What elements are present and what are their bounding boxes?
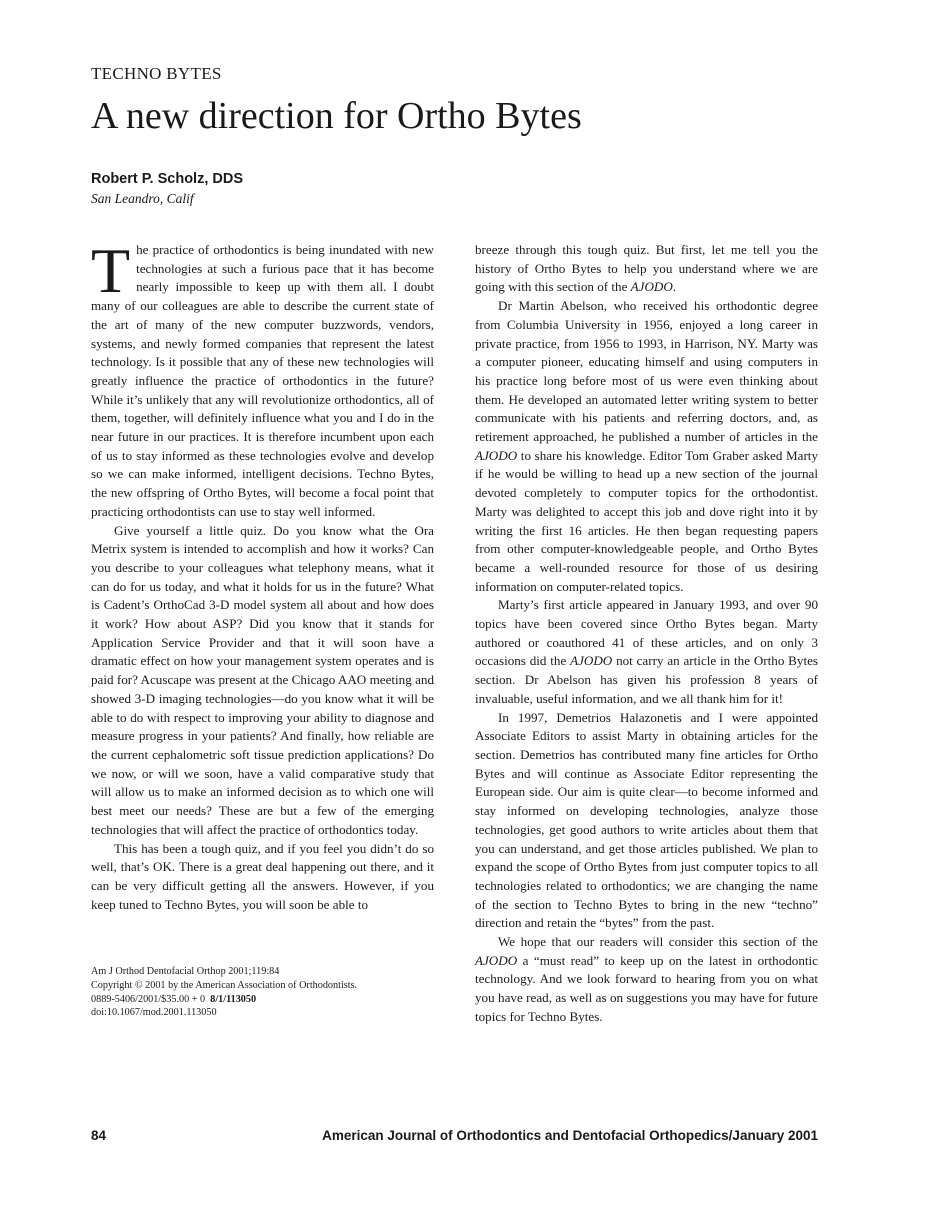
paragraph bbox=[91, 235, 434, 522]
paragraph bbox=[475, 241, 818, 297]
paragraph: Give yourself a little quiz. Do you know what the Ora Metrix system is intended to accomplish and how it works? Can you describe to your colleagues what telephony means, what it can do for us today, and what it holds for us in the future? What is Cadent’s OrthoCad 3-D model system all about and how does it work? How about ASP? Did you know that it stands for Application Service Provider and that it will soon have a dramatic effect on how your management system operates and is paid for? Acuscape was present at the Chicago AAO meeting and showed 3-D imaging technologies—do you know what it will be able to do with respect to improving your ability to diagnose and measure progress in your patients? And finally, how reliable are the current cephalometric soft tissue prediction applications? Do we now, or will we soon, have a valid comparative study that will allow us to make an informed decision as to which one will best meet our needs? These are but a few of the emerging technologies that will affect the practice of orthodontics today. bbox=[91, 522, 434, 837]
paragraph: In 1997, Demetrios Halazonetis and I were appointed Associate Editors to assist Marty in obtaining articles for the section. Demetrios has contributed many fine articles for Ortho Bytes and will continue as Associate Editor representing the European side. Our aim is quite clear—to become informed and stay informed on developing technologies, analyze those technologies, get good authors to write articles about them that you can understand, and get those articles published. We plan to expand the scope of Ortho Bytes from just computer topics to all technologies related to orthodontics; we are changing the name of the section to Techno Bytes to bring in the new “techno” direction and retain the “bytes” from the past. bbox=[475, 709, 818, 931]
journal-abbrev: AJODO bbox=[570, 653, 613, 669]
left-column bbox=[91, 235, 434, 914]
page-number: 84 bbox=[91, 1128, 107, 1143]
journal-abbrev: AJODO bbox=[475, 952, 518, 968]
citation-line: Am J Orthod Dentofacial Orthop 2001;119:84 bbox=[91, 966, 280, 977]
paragraph-text: Marty’s first article appeared in January 1993, and over 90 topics have been covered since Ortho Bytes began. Marty authored or coauthored 41 of these articles, and on only 3 occasions did the bbox=[475, 597, 818, 669]
issn-line bbox=[91, 993, 434, 1007]
paragraph-text: not carry an article in the Ortho Bytes section. Dr Abelson has given his profession 8 years of invaluable, useful information, and we all thank him for it! bbox=[475, 653, 819, 706]
doi-line: doi:10.1067/mod.2001.113050 bbox=[91, 1007, 217, 1019]
paragraph bbox=[475, 596, 818, 708]
paragraph-text: . bbox=[672, 279, 677, 295]
article-title: A new direction for Ortho Bytes bbox=[91, 95, 582, 137]
paragraph: This has been a tough quiz, and if you feel you didn’t do so well, that’s OK. There is a great deal happening out there, and it can be very difficult getting all the answers. However, if you keep tuned to Techno Bytes, you will soon be able to bbox=[91, 840, 434, 912]
section-label: TECHNO BYTES bbox=[91, 64, 222, 83]
issn-code: 8/1/113050 bbox=[210, 993, 257, 1005]
issn-text: 0889-5406/2001/$35.00 + 0 bbox=[91, 993, 211, 1005]
journal-abbrev: AJODO bbox=[630, 279, 673, 295]
paragraph-text: breeze through this tough quiz. But first, let me tell you the history of Ortho Bytes to help you understand where we are going with this section of the bbox=[475, 242, 818, 295]
copyright-line: Copyright © 2001 by the American Association of Orthodontists. bbox=[91, 979, 358, 991]
author-affiliation: San Leandro, Calif bbox=[91, 191, 194, 206]
paragraph-text: he practice of orthodontics is being inundated with new technologies at such a furious pace that it has become nearly impossible to keep up with them all. I doubt many of our colleagues are able to describe the current state of the art of many of the new computer buzzwords, vendors, systems, and newly formed companies that represent the latest technology. Is it possible that any of these new technologies will greatly influence the practice of orthodontics in the future? While it’s unlikely that any will revolutionize orthodontics, all of them, together, will definitely influence what you and I do in the near future in our practices. It is therefore incumbent upon each of us to stay informed as these technologies evolve and develop so we can make informed, intelligent decisions. Techno Bytes, the new offspring of Ortho Bytes, will become a focal point that practicing orthodontists can use to stay well informed. bbox=[91, 242, 434, 519]
journal-footer: American Journal of Orthodontics and Dentofacial Orthopedics/January 2001 bbox=[322, 1128, 818, 1143]
paragraph-text: to share his knowledge. Editor Tom Graber asked Marty if he would be willing to head up a new section of the journal devoted completely to computer topics for the orthodontist. Marty was delighted to accept this job and dove right into it by writing the first 16 articles. He then began requesting papers from other computer-knowledgeable people, and Ortho Bytes became a well-rounded resource for those of us desiring information on computer-related topics. bbox=[475, 447, 818, 594]
paragraph-text: Dr Martin Abelson, who received his orthodontic degree from Columbia University in 1956, enjoyed a long career in private practice, from 1956 to 1993, in Harrison, NY. Marty was a computer pioneer, educating himself and using computers in his practice long before most of us were even thinking about them. He developed an automated letter writing system to better communicate with his patients and referring doctors, and, as retirement approached, he published a number of articles in the bbox=[475, 298, 818, 445]
paragraph bbox=[475, 933, 818, 1027]
journal-abbrev: AJODO bbox=[475, 447, 518, 463]
author-name: Robert P. Scholz, DDS bbox=[91, 171, 244, 187]
right-column bbox=[475, 241, 818, 1027]
paragraph-text: We hope that our readers will consider this section of the bbox=[498, 934, 818, 950]
article-footnote bbox=[91, 965, 434, 1020]
drop-cap: T bbox=[91, 235, 131, 306]
paragraph-text: a “must read” to keep up on the latest in orthodontic technology. And we look forward to hearing from you on what you have read, as well as on suggestions you may have for future topics for Techno Bytes. bbox=[475, 952, 818, 1024]
paragraph bbox=[475, 297, 818, 596]
